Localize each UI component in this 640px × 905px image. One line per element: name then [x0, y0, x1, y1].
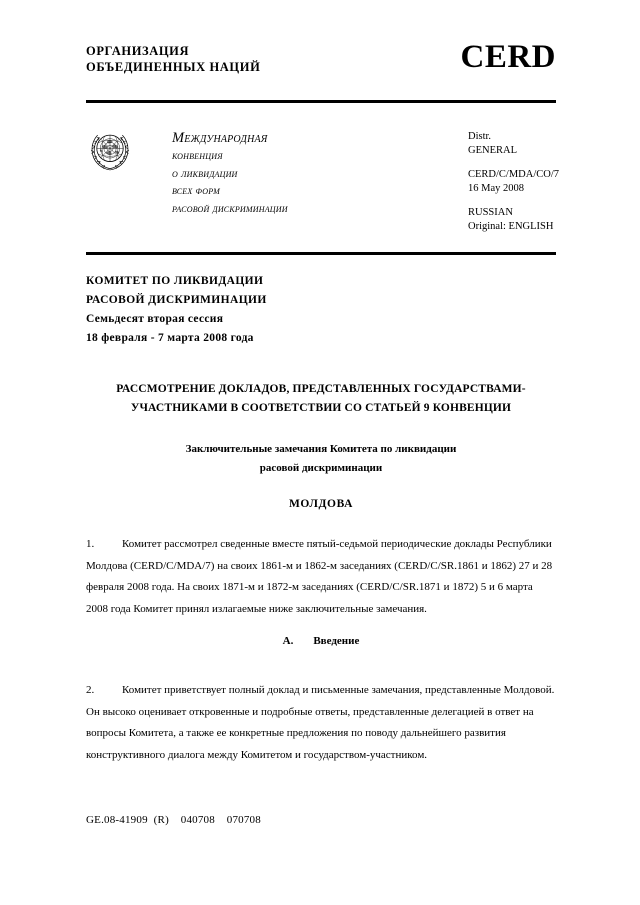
- document-original-language: Original: ENGLISH: [468, 220, 554, 232]
- page-title-line-1: РАССМОТРЕНИЕ ДОКЛАДОВ, ПРЕДСТАВЛЕННЫХ ГОСУДАРСТВАМИ-: [116, 383, 526, 395]
- page-subtitle-line-1: Заключительные замечания Комитета по ликвидации: [185, 443, 457, 455]
- convention-block: [86, 127, 560, 237]
- country-name: МОЛДОВА: [288, 498, 354, 510]
- document-language: RUSSIAN: [468, 207, 513, 218]
- paragraph-2-number: 2.: [86, 684, 95, 696]
- convention-title-line-3: о ликвидации: [172, 167, 238, 180]
- masthead: [86, 39, 556, 92]
- convention-title: [172, 129, 452, 218]
- distribution-label: Distr.: [468, 131, 492, 142]
- committee-name-line-2: РАСОВОЙ ДИСКРИМИНАЦИИ: [86, 294, 267, 306]
- paragraph-2: [86, 680, 556, 766]
- convention-title-line-1: Международная: [172, 130, 268, 146]
- document-symbol: CERD/C/MDA/CO/7: [468, 169, 560, 180]
- committee-heading: [86, 272, 486, 348]
- document-mark: CERD: [460, 39, 556, 75]
- section-a-title: Введение: [313, 635, 360, 647]
- distribution-group: [468, 130, 559, 157]
- page-title: [86, 380, 556, 418]
- page-subtitle-line-2: расовой дискриминации: [259, 462, 383, 474]
- language-group: [468, 206, 559, 233]
- convention-title-line-5: расовой дискриминации: [172, 202, 288, 215]
- header-rule-bottom: [86, 252, 556, 255]
- convention-title-line-4: всех форм: [172, 185, 220, 197]
- document-date: 16 May 2008: [468, 182, 524, 194]
- committee-session-dates: 18 февраля - 7 марта 2008 года: [86, 332, 254, 344]
- organization-name-line-2: ОБЪЕДИНЕННЫХ НАЦИЙ: [86, 59, 261, 74]
- footer-document-code: GE.08-41909 (R) 040708 070708: [86, 814, 261, 826]
- distribution-value: GENERAL: [468, 144, 517, 156]
- paragraph-1: [86, 534, 556, 620]
- un-emblem-icon: [88, 129, 132, 173]
- committee-session: Семьдесят вторая сессия: [86, 313, 224, 325]
- organization-name-line-1: ОРГАНИЗАЦИЯ: [86, 44, 190, 58]
- paragraph-1-text: Комитет рассмотрел сведенные вместе пятый-седьмой периодические доклады Республики Молдова (CERD/C/MDA/7) на своих 1861-м и 1862-м заседаниях (CERD/C/SR.1861 и 1862) 27 и 28 февраля 2008 года. На своих 1871-м и 1872-м заседаниях (CERD/C/SR.1871 и 1872) 5 и 6 марта 2008 года Комитет принял излагаемые ниже заключительные замечания.: [86, 538, 553, 615]
- committee-name-line-1: КОМИТЕТ ПО ЛИКВИДАЦИИ: [86, 275, 264, 287]
- distribution-block: [468, 130, 559, 233]
- organization-name: [86, 44, 260, 75]
- section-a-letter: A.: [282, 635, 294, 647]
- page-title-line-2: УЧАСТНИКАМИ В СООТВЕТСТВИИ СО СТАТЬЕЙ 9 КОНВЕНЦИИ: [130, 402, 512, 414]
- paragraph-2-text: Комитет приветствует полный доклад и письменные замечания, представленные Молдовой. Он высоко оценивает откровенные и подробные ответы, представленные делегацией в ответ на вопросы Комитета, а также ее конкретные предложения по поводу дальнейшего развития конструктивного диалога между Комитетом и государством-участником.: [86, 684, 555, 761]
- section-heading-a: [86, 635, 556, 647]
- paragraph-1-number: 1.: [86, 538, 95, 550]
- page-subtitle: [86, 440, 556, 478]
- convention-title-line-2: конвенция: [172, 150, 223, 162]
- header-rule-top: [86, 100, 556, 103]
- symbol-group: [468, 168, 559, 195]
